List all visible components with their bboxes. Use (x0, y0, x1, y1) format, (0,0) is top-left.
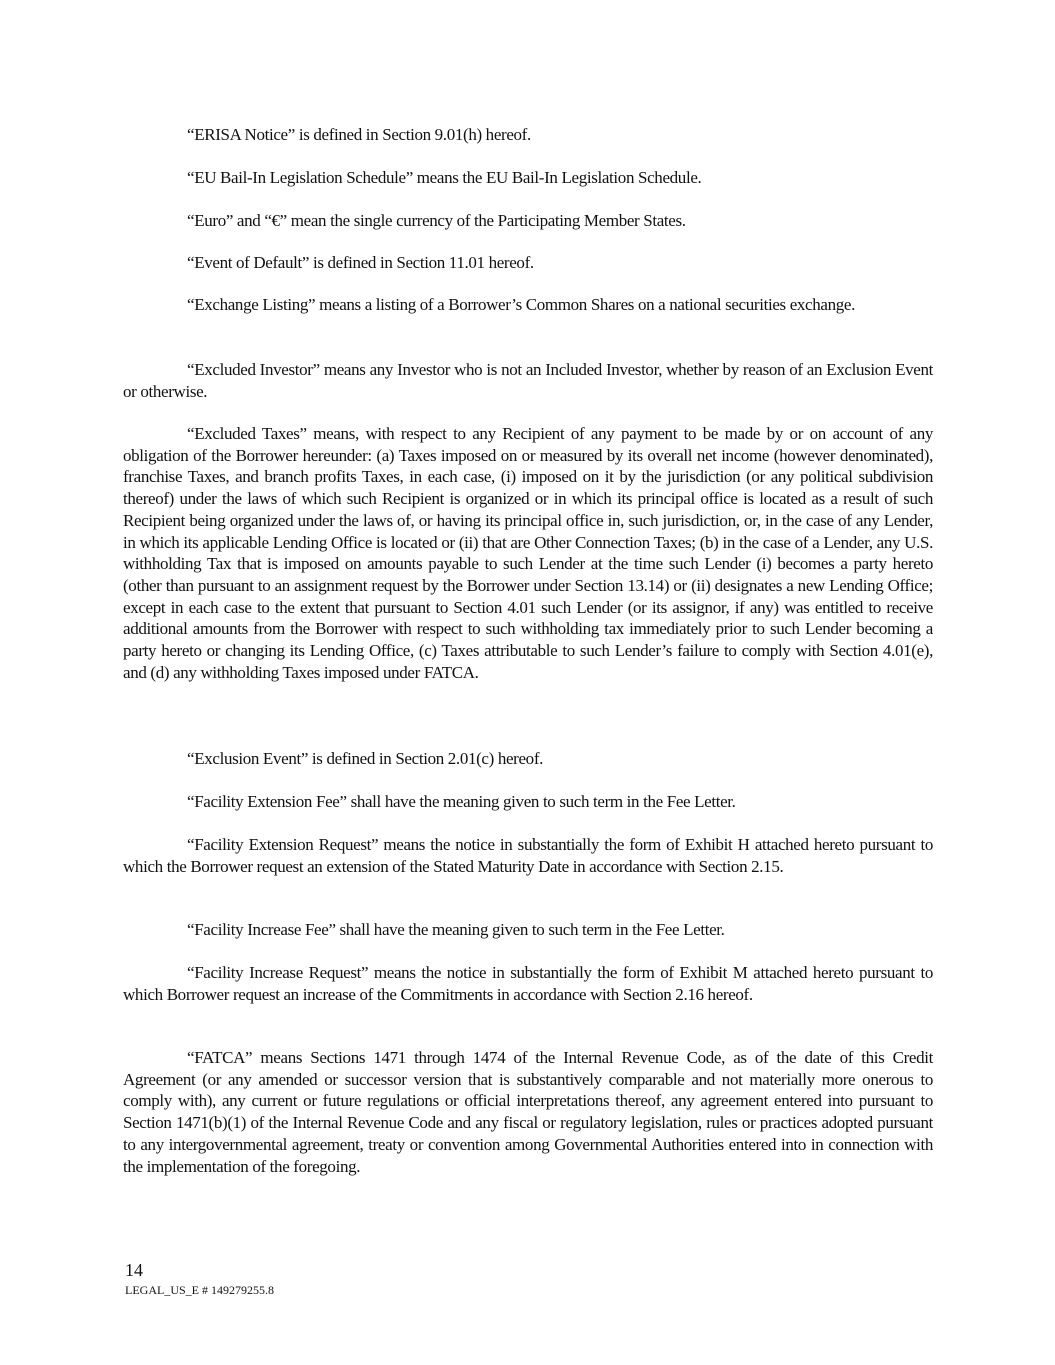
definition-excluded-investor (123, 359, 933, 402)
paragraph-text: “Exclusion Event” is defined in Section 2.01(c) hereof. (187, 749, 544, 768)
definition-euro (123, 210, 933, 232)
paragraph-text: “ERISA Notice” is defined in Section 9.01(h) hereof. (187, 125, 531, 144)
paragraph-text: “Facility Extension Request” means the notice in substantially the form of Exhibit H attached hereto pursuant to which the Borrower request an extension of the Stated Maturity Date in accordance with Section 2.15. (123, 835, 933, 876)
definition-facility-extension-fee (123, 791, 933, 813)
paragraph-text: “Facility Extension Fee” shall have the meaning given to such term in the Fee Letter. (187, 792, 736, 811)
paragraph-text: “EU Bail-In Legislation Schedule” means the EU Bail-In Legislation Schedule. (187, 168, 702, 187)
paragraph-text: “Exchange Listing” means a listing of a Borrower’s Common Shares on a national securities exchange. (187, 295, 855, 314)
definition-eu-bail-in-schedule (123, 167, 933, 189)
paragraph-text: “Facility Increase Fee” shall have the meaning given to such term in the Fee Letter. (187, 920, 725, 939)
definition-event-of-default (123, 252, 933, 274)
definition-fatca (123, 1047, 933, 1177)
definition-facility-extension-request (123, 834, 933, 877)
paragraph-text: “Excluded Taxes” means, with respect to any Recipient of any payment to be made by or on account of any obligation of the Borrower hereunder: (a) Taxes imposed on or measured by its overall net income (however denominated), franchise Taxes, and branch profits Taxes, in each case, (i) imposed on it by the jurisdiction (or any political subdivision thereof) under the laws of which such Recipient is organized or in which its principal office is located as a result of such Recipient being organized under the laws of, or having its principal office in, such jurisdiction, or, in the case of any Lender, in which its applicable Lending Office is located or (ii) that are Other Connection Taxes; (b) in the case of a Lender, any U.S. withholding Tax that is imposed on amounts payable to such Lender at the time such Lender (i) becomes a party hereto (other than pursuant to an assignment request by the Borrower under Section 13.14) or (ii) designates a new Lending Office; except in each case to the extent that pursuant to Section 4.01 such Lender (or its assignor, if any) was entitled to receive additional amounts from the Borrower with respect to such withholding tax immediately prior to such Lender becoming a party hereto or changing its Lending Office, (c) Taxes attributable to such Lender’s failure to comply with Section 4.01(e), and (d) any withholding Taxes imposed under FATCA. (123, 424, 933, 682)
paragraph-text: “Facility Increase Request” means the notice in substantially the form of Exhibit M attached hereto pursuant to which Borrower request an increase of the Commitments in accordance with Section 2.16 hereof. (123, 963, 933, 1004)
definition-exchange-listing (123, 294, 933, 316)
paragraph-text: “Event of Default” is defined in Section 11.01 hereof. (187, 253, 534, 272)
paragraph-text: “Euro” and “€” mean the single currency of the Participating Member States. (187, 211, 686, 230)
definition-exclusion-event (123, 748, 933, 770)
definition-facility-increase-fee (123, 919, 933, 941)
definition-erisa-notice (123, 124, 933, 146)
definition-excluded-taxes (123, 423, 933, 683)
page-number: 14 (125, 1260, 143, 1280)
document-id: LEGAL_US_E # 149279255.8 (125, 1283, 274, 1297)
definition-facility-increase-request (123, 962, 933, 1005)
paragraph-text: “FATCA” means Sections 1471 through 1474 of the Internal Revenue Code, as of the date of this Credit Agreement (or any amended or successor version that is substantively comparable and not materially more onerous to comply with), any current or future regulations or official interpretations thereof, any agreement entered into pursuant to Section 1471(b)(1) of the Internal Revenue Code and any fiscal or regulatory legislation, rules or practices adopted pursuant to any intergovernmental agreement, treaty or convention among Governmental Authorities entered into in connection with the implementation of the foregoing. (123, 1048, 933, 1176)
paragraph-text: “Excluded Investor” means any Investor who is not an Included Investor, whether by reason of an Exclusion Event or otherwise. (123, 360, 933, 401)
